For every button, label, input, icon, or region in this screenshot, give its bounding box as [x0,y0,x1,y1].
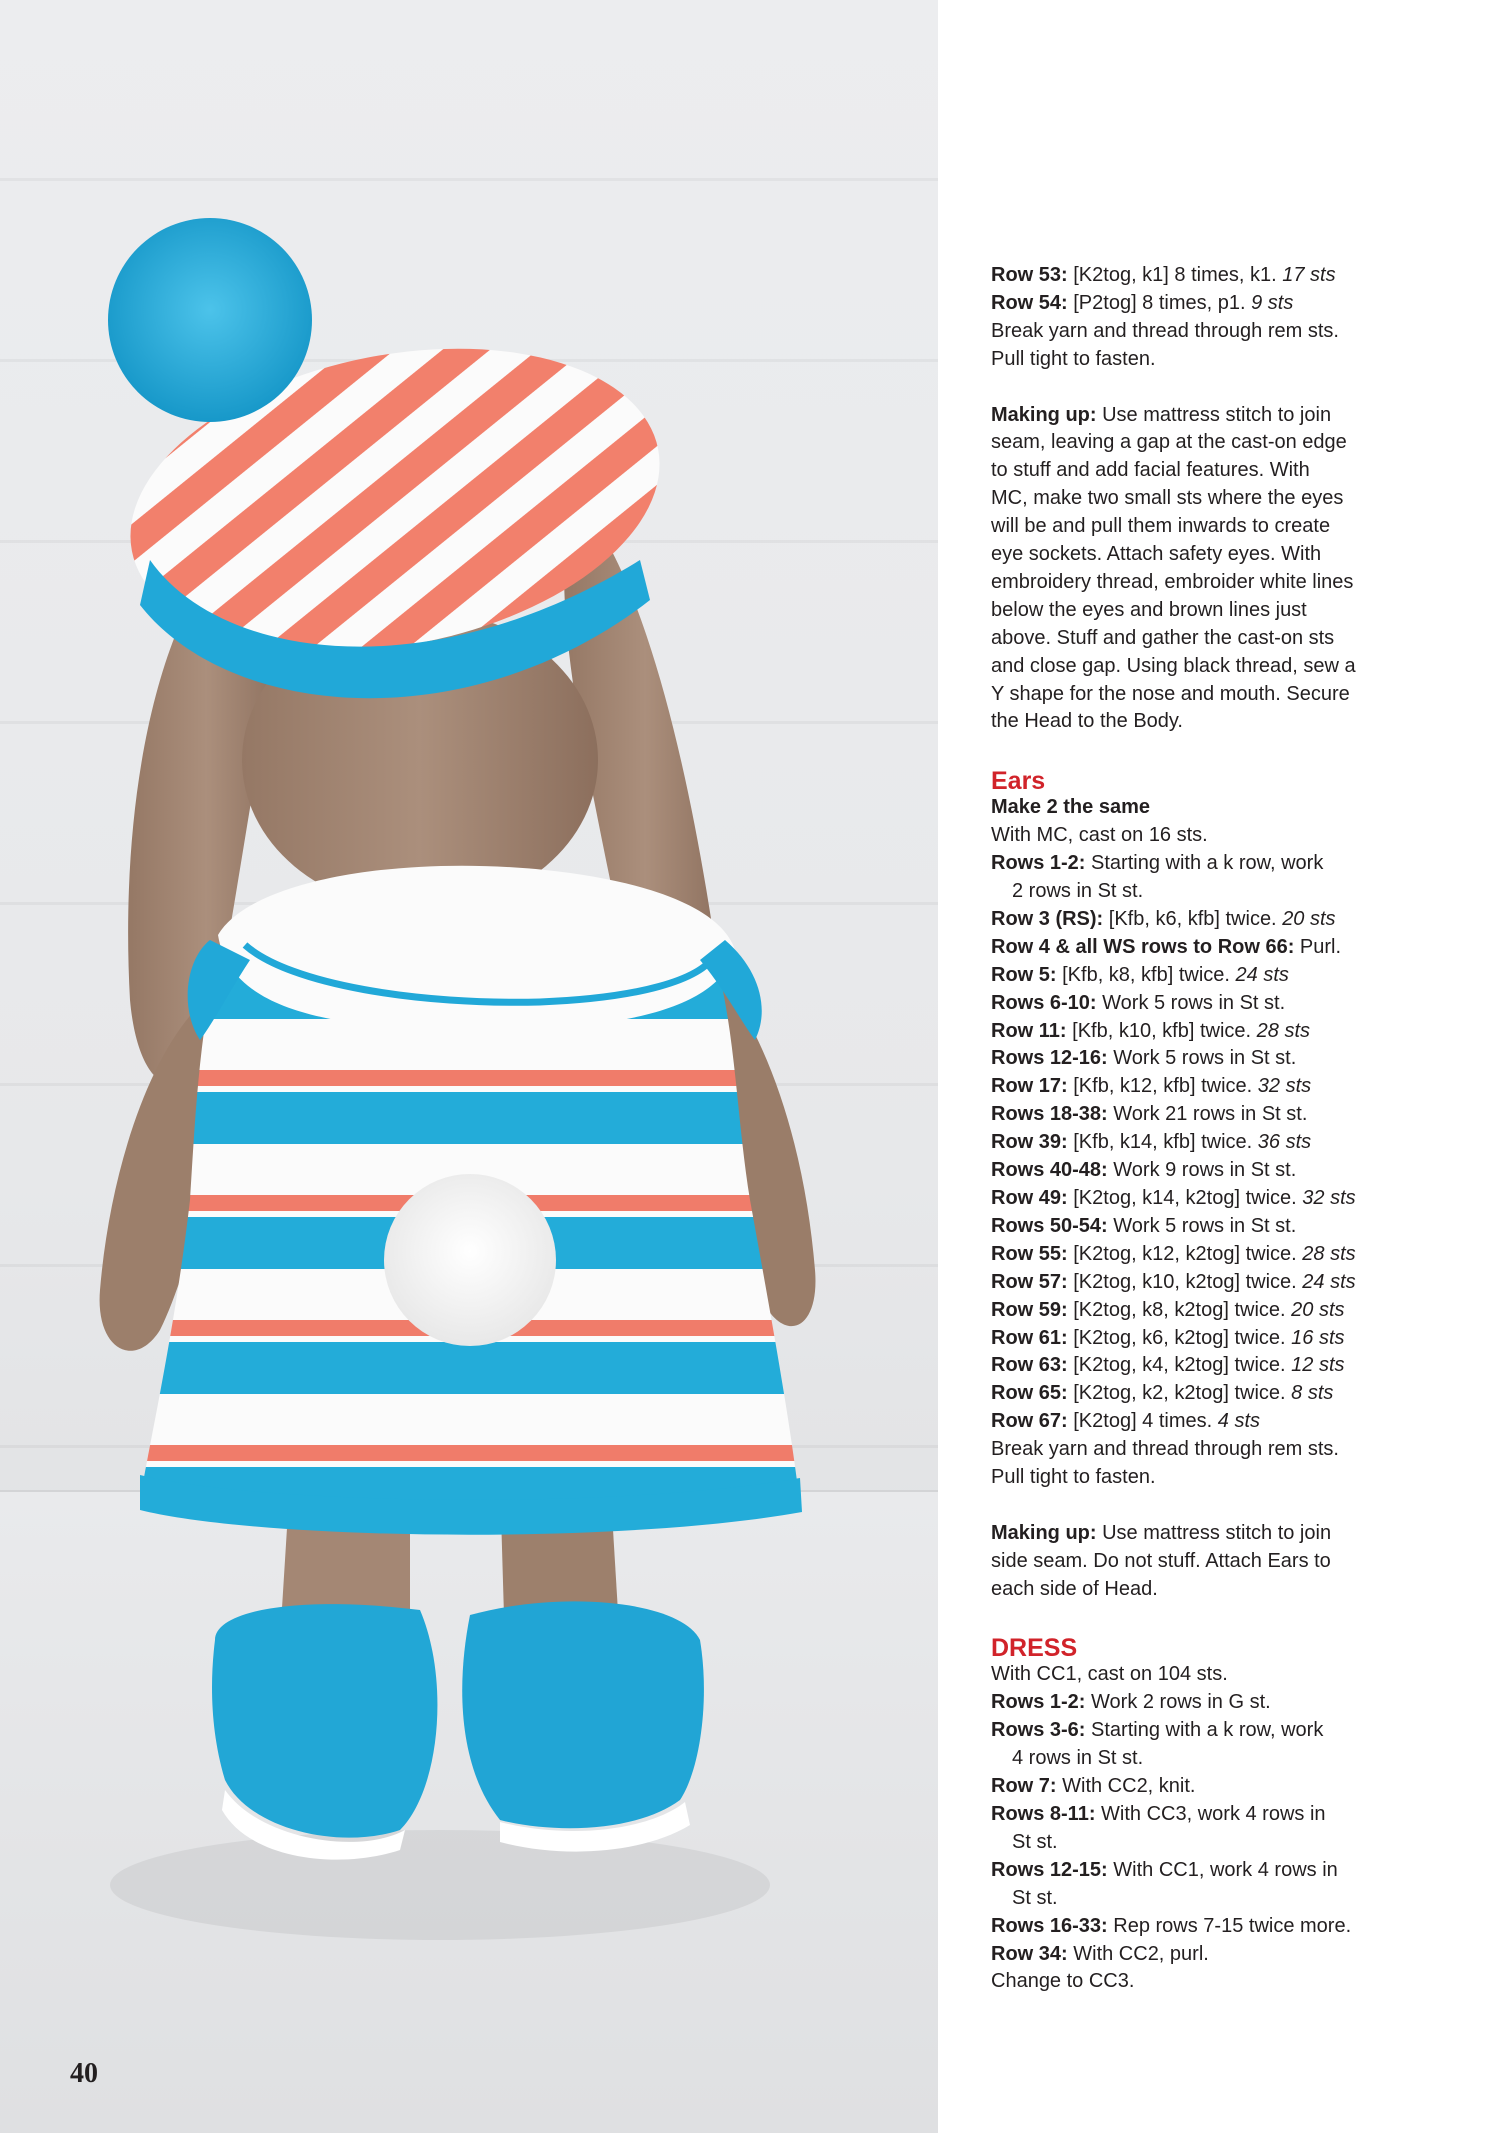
pattern-line: Row 59: [K2tog, k8, k2tog] twice. 20 sts [991,1298,1345,1321]
pattern-line: Row 11: [Kfb, k10, kfb] twice. 28 sts [991,1019,1311,1042]
pattern-line: Row 7: With CC2, knit. [991,1775,1196,1798]
pattern-line: and close gap. Using black thread, sew a [991,654,1356,677]
pattern-line: the Head to the Body. [991,710,1183,733]
pattern-line: Rows 40-48: Work 9 rows in St st. [991,1159,1297,1182]
pattern-line: Row 65: [K2tog, k2, k2tog] twice. 8 sts [991,1382,1334,1405]
pattern-line: Row 57: [K2tog, k10, k2tog] twice. 24 sts [991,1270,1356,1293]
pattern-line: Rows 1-2: Work 2 rows in G st. [991,1691,1271,1714]
paragraph-gap [991,1492,1431,1520]
pattern-line: Rows 50-54: Work 5 rows in St st. [991,1214,1297,1237]
ears-heading: Ears [991,767,1046,796]
pattern-line: Row 63: [K2tog, k4, k2tog] twice. 12 sts [991,1354,1345,1377]
pattern-line: will be and pull them inwards to create [991,515,1331,538]
pattern-line: Row 5: [Kfb, k8, kfb] twice. 24 sts [991,963,1289,986]
pattern-text-column [991,262,1431,1996]
pattern-line: above. Stuff and gather the cast-on sts [991,626,1335,649]
pattern-line: each side of Head. [991,1577,1158,1600]
pattern-line: Making up: Use mattress stitch to join [991,1521,1332,1544]
pattern-line: With MC, cast on 16 sts. [991,824,1208,847]
pattern-line: Row 54: [P2tog] 8 times, p1. 9 sts [991,291,1294,314]
ears-making-up-section [991,1520,1431,1604]
pattern-line: 2 rows in St st. [1012,880,1144,902]
head-making-up-section [991,402,1431,737]
pattern-line: Break yarn and thread through rem sts. [991,319,1339,342]
pattern-line: to stuff and add facial features. With [991,459,1310,482]
pattern-line: Row 67: [K2tog] 4 times. 4 sts [991,1410,1261,1433]
pattern-line: 4 rows in St st. [1012,1747,1144,1770]
pattern-line: Rows 12-15: With CC1, work 4 rows in [991,1858,1338,1881]
pattern-line: seam, leaving a gap at the cast-on edge [991,431,1347,454]
pattern-line: Make 2 the same [991,796,1150,819]
pattern-line: Rows 8-11: With CC3, work 4 rows in [991,1802,1326,1825]
pattern-line: Pull tight to fasten. [991,347,1156,370]
pattern-line: Row 34: With CC2, purl. [991,1942,1209,1965]
dress-section [991,1633,1431,1996]
pattern-line: Y shape for the nose and mouth. Secure [991,682,1350,705]
pattern-line: St st. [1012,1886,1058,1909]
pattern-line: Row 53: [K2tog, k1] 8 times, k1. 17 sts [991,264,1336,286]
page-number: 40 [70,2058,98,2089]
pattern-line: Row 4 & all WS rows to Row 66: Purl. [991,935,1342,958]
pattern-line: Row 61: [K2tog, k6, k2tog] twice. 16 sts [991,1326,1345,1349]
dress-heading: DRESS [991,1634,1078,1663]
pattern-line: St st. [1012,1830,1058,1853]
pattern-line: embroidery thread, embroider white lines [991,570,1354,593]
pattern-line: With CC1, cast on 104 sts. [991,1663,1228,1686]
pattern-line: Rows 18-38: Work 21 rows in St st. [991,1103,1308,1126]
pattern-line: Row 55: [K2tog, k12, k2tog] twice. 28 sts [991,1242,1356,1265]
pattern-line: Rows 3-6: Starting with a k row, work [991,1719,1324,1742]
ears-section [991,766,1431,1492]
pattern-line: Break yarn and thread through rem sts. [991,1438,1339,1461]
paragraph-gap [991,374,1431,402]
pattern-line: Row 49: [K2tog, k14, k2tog] twice. 32 sts [991,1186,1356,1209]
pattern-line: Rows 6-10: Work 5 rows in St st. [991,991,1286,1014]
pattern-line: below the eyes and brown lines just [991,598,1307,621]
pattern-line: Row 17: [Kfb, k12, kfb] twice. 32 sts [991,1075,1312,1098]
pattern-line: Row 39: [Kfb, k14, kfb] twice. 36 sts [991,1131,1312,1154]
pattern-line: side seam. Do not stuff. Attach Ears to [991,1549,1331,1572]
paragraph-gap [991,736,1431,764]
pattern-line: Rows 12-16: Work 5 rows in St st. [991,1047,1297,1070]
pattern-line: Rows 1-2: Starting with a k row, work [991,852,1324,875]
head-rows-section [991,262,1431,374]
pattern-line: MC, make two small sts where the eyes [991,487,1344,510]
pattern-line: eye sockets. Attach safety eyes. With [991,543,1322,566]
paragraph-gap [991,1604,1431,1632]
pattern-line: Making up: Use mattress stitch to join [991,403,1332,426]
pattern-line: Pull tight to fasten. [991,1466,1156,1489]
pattern-line: Row 3 (RS): [Kfb, k6, kfb] twice. 20 sts [991,907,1336,930]
pattern-line: Rows 16-33: Rep rows 7-15 twice more. [991,1914,1352,1937]
pattern-line: Change to CC3. [991,1970,1135,1993]
